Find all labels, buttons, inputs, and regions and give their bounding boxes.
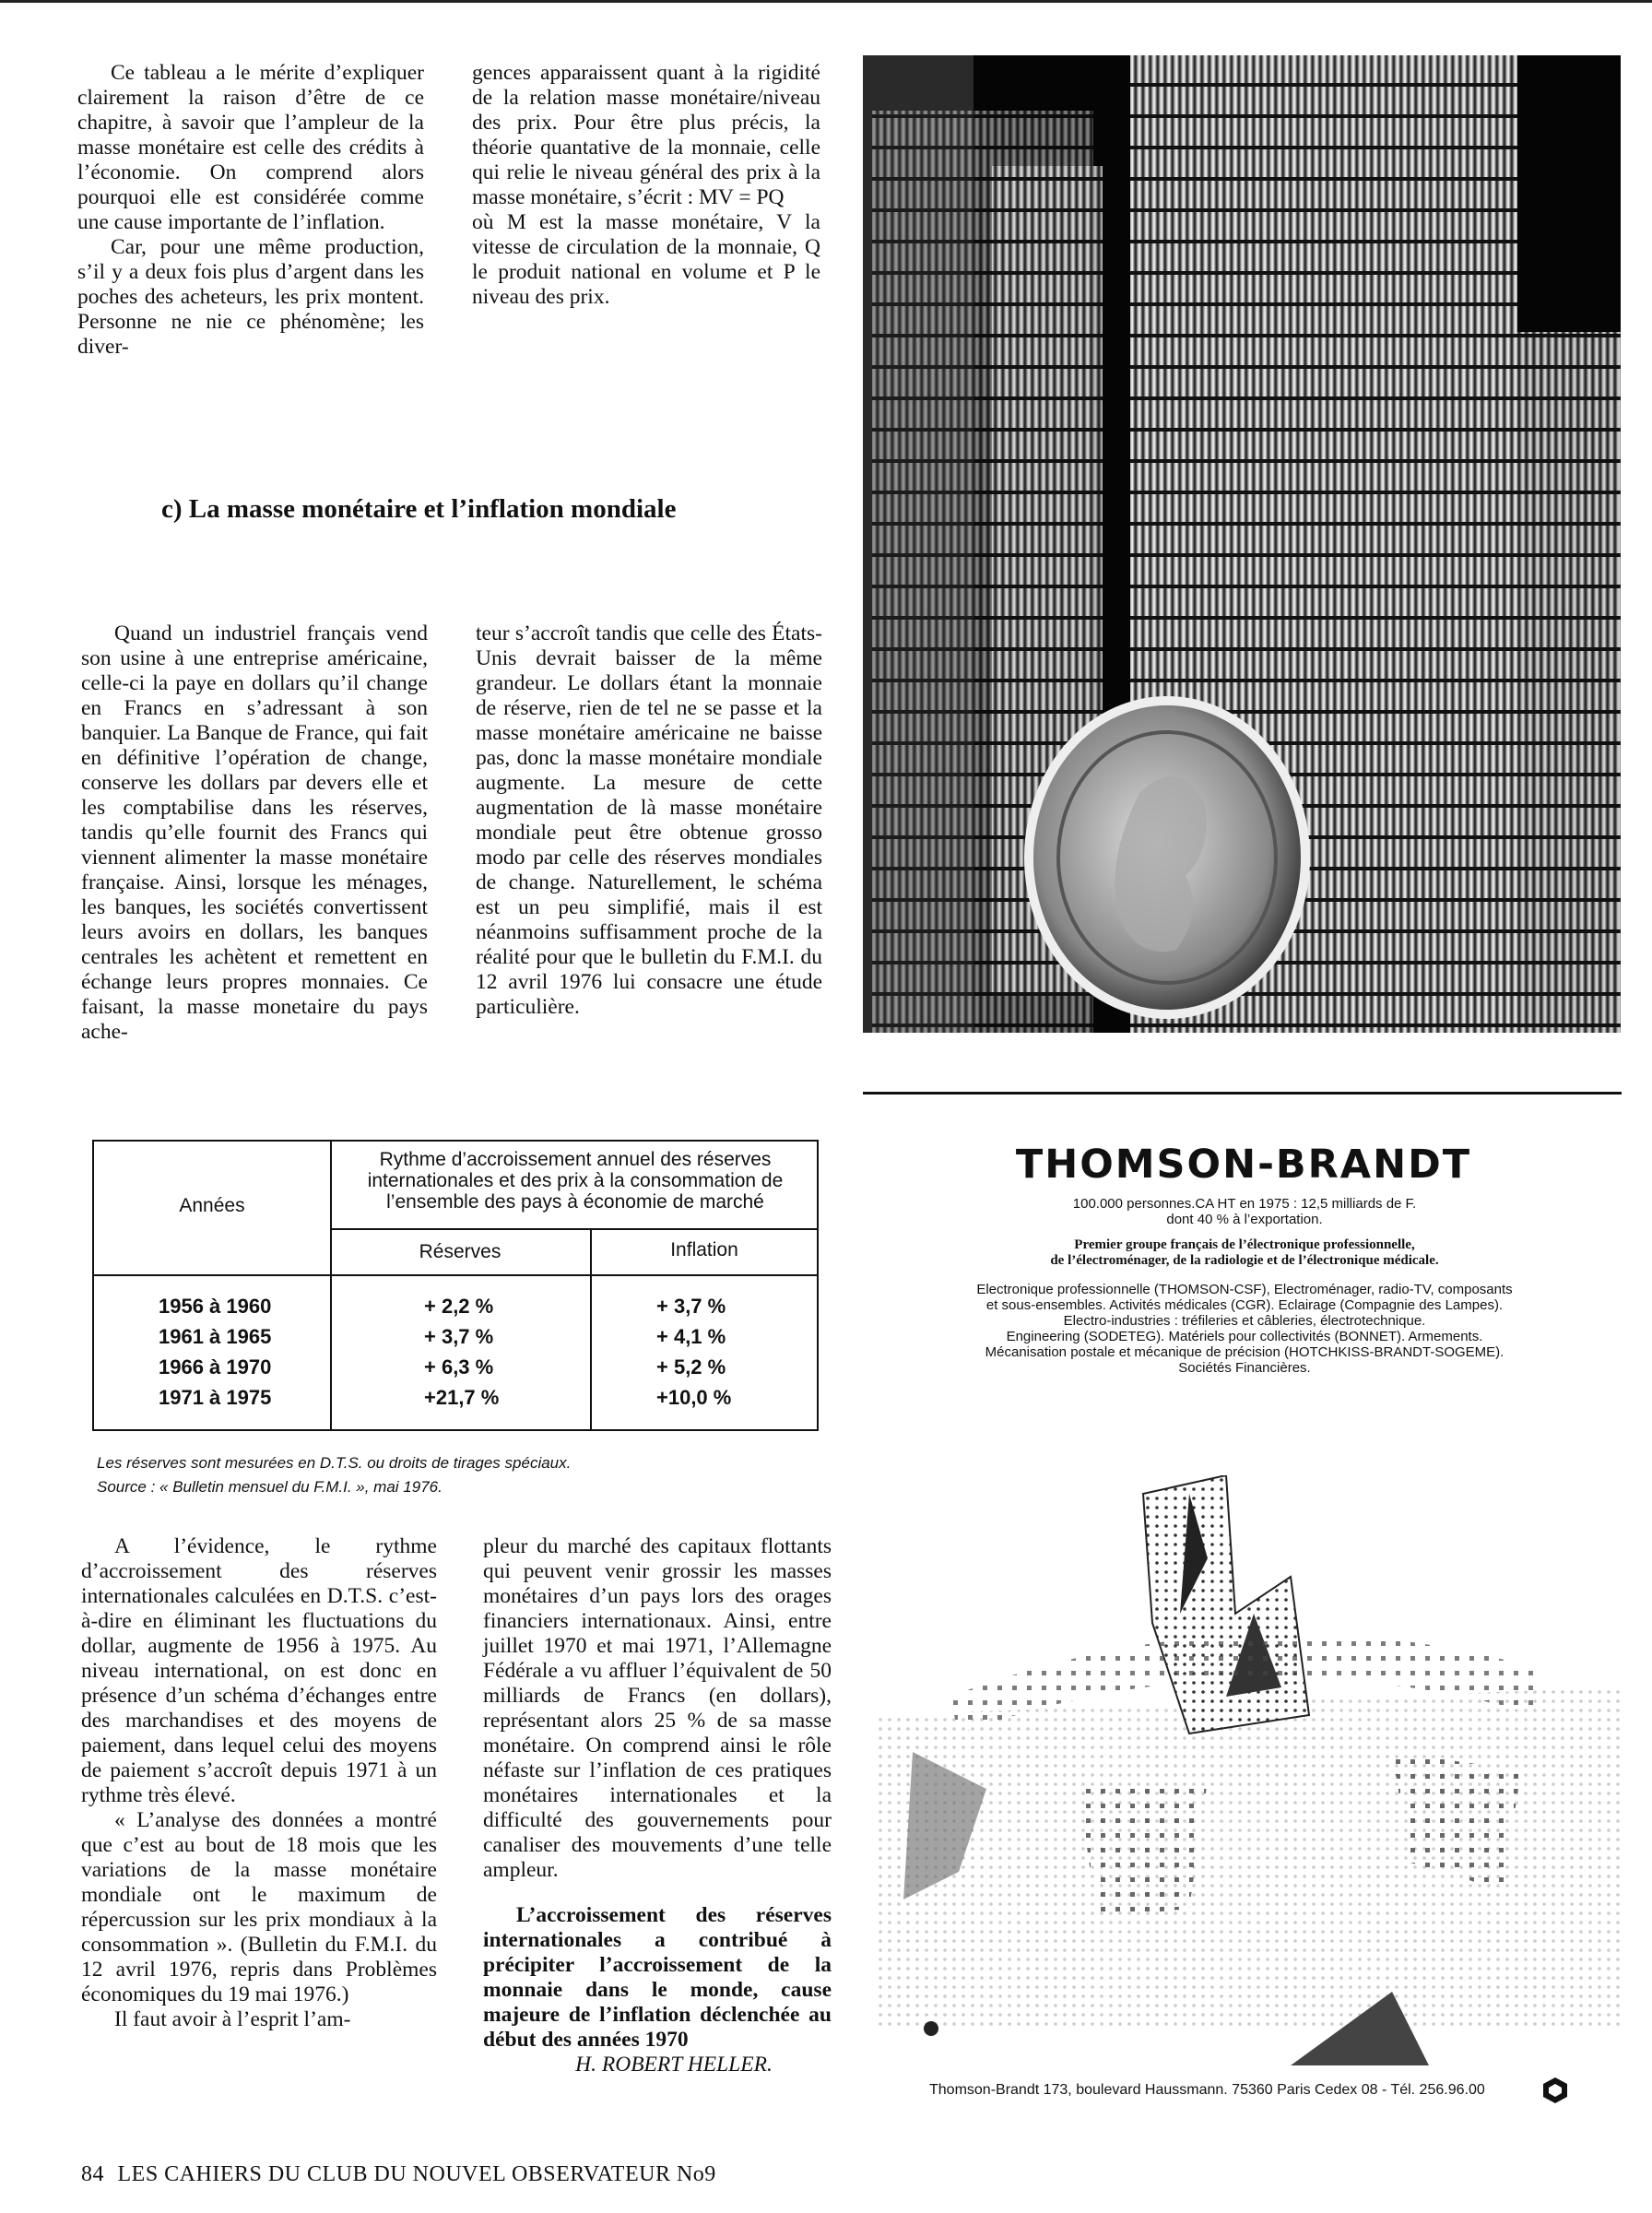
table-cell-reserves: + 2,2 % — [424, 1295, 494, 1318]
page-footer — [81, 2162, 716, 2187]
reserves-inflation-table — [92, 1140, 819, 1431]
ad-line: Premier groupe français de l’électronique professionnelle, — [1074, 1237, 1415, 1252]
ad-divider — [863, 1092, 1622, 1095]
coin-stacks-illustration — [863, 55, 1621, 1033]
article-conclusion: L’accroissement des réserves internationales a contribué à précipiter l’accroissement de la monnaie dans le monde, cause majeure de l’inflation déclenchée au début des années 1970 — [483, 1903, 832, 2052]
table-header-reserves: Réserves — [419, 1241, 502, 1262]
ad-abstract-artwork — [876, 1475, 1622, 2065]
article-paragraph: Ce tableau a le mérite d’expliquer clairement la raison d’être de ce chapitre, à savoir que l’ampleur de la masse monétaire est celle des crédits à l’économie. On comprend alors pourquoi elle est considérée comme une cause importante de l’inflation. — [77, 61, 424, 234]
article-paragraph: Car, pour une même production, s’il y a deux fois plus d’argent dans les poches des acheteurs, les prix montent. Personne ne nie ce phénomène; les diver- — [77, 235, 424, 359]
article-paragraph: Quand un industriel français vend son usine à une entreprise américaine, celle-ci la paye en dollars qu’il change en Francs en s’adressant à son banquier. La Banque de France, qui fait en définitive l’opération de change, conserve les dollars par devers elle et les comptabilise dans les réserves, tandis qu’elle fournit des Francs qui viennent alimenter la masse monétaire française. Ainsi, lorsque les ménages, les banques, les sociétés convertissent leurs avoirs en dollars, les banques centrales les achètent et remettent en échange leurs propres monnaies. Ce faisant, la masse monetaire du pays ache- — [81, 621, 428, 1044]
table-cell-years: 1956 à 1960 — [159, 1295, 272, 1318]
table-caption — [97, 1451, 571, 1499]
table-cell-reserves: + 3,7 % — [424, 1325, 494, 1348]
table-cell-reserves: + 6,3 % — [424, 1355, 494, 1379]
ad-address: Thomson-Brandt 173, boulevard Haussmann. 75360 Paris Cedex 08 - Tél. 256.96.00 — [929, 2082, 1485, 2098]
article-bottom-right-column — [483, 1534, 832, 2077]
table-cell-reserves: +21,7 % — [424, 1386, 500, 1409]
table-header-inflation: Inflation — [670, 1239, 738, 1260]
article-bottom-left-column — [81, 1534, 437, 2032]
article-paragraph: Il faut avoir à l’esprit l’am- — [114, 2007, 351, 2031]
ad-line: Electro-industries : tréfileries et câbleries, électrotechnique. — [1063, 1313, 1426, 1329]
table-header-main: Rythme d’accroissement annuel des réserves internationales et des prix à la consommation de l’ensemble des pays à économie de marché — [367, 1149, 784, 1213]
table-cell-years: 1961 à 1965 — [159, 1325, 272, 1348]
article-paragraph: où M est la masse monétaire, V la vitesse de circulation de la monnaie, Q le produit national en volume et P le niveau des prix. — [472, 210, 820, 309]
article-top-left-column — [77, 61, 424, 360]
coin-stacks-photo — [863, 55, 1621, 1033]
ad-line: 100.000 personnes.CA HT en 1975 : 12,5 milliards de F. — [1072, 1196, 1417, 1212]
article-paragraph: pleur du marché des capitaux flottants qui peuvent venir grossir les masses monétaires d’un pays lors des orages financiers internationaux. Ainsi, entre juillet 1970 et mai 1971, l’Allemagne Fédérale a vu affluer l’équivalent de 50 milliards de Francs (en dollars), représentant alors 25 % de sa masse monétaire. On comprend ainsi le rôle néfaste sur l’inflation de ces pratiques monétaires internationales et la difficulté des gouvernements pour canaliser des mouvements d’une telle ampleur. — [483, 1534, 832, 1882]
table-cell-inflation: + 5,2 % — [656, 1355, 726, 1379]
article-top-right-column — [472, 61, 820, 310]
article-paragraph: gences apparaissent quant à la rigidité de la relation masse monétaire/niveau des prix. Pour être plus précis, la théorie quantative de la monnaie, celle qui relie le niveau général des prix à la masse monétaire, s’écrit : MV = PQ — [472, 61, 820, 209]
article-mid-right-column — [476, 621, 822, 1020]
ad-line: Engineering (SODETEG). Matériels pour collectivités (BONNET). Armements. — [1006, 1329, 1483, 1344]
section-title: c) La masse monétaire et l’inflation mondiale — [161, 494, 677, 524]
ad-line: et sous-ensembles. Activités médicales (CGR). Eclairage (Compagnie des Lampes). — [985, 1297, 1504, 1313]
article-quote: « L’analyse des données a montré que c’est au bout de 18 mois que les variations de la masse monétaire mondiale ont le maximum de répercussion sur les prix mondiaux à la consommation ». (Bulletin du F.M.I. du 12 avril 1976, repris dans Problèmes économiques du 19 mai 1976.) — [81, 1808, 437, 2006]
top-rule — [0, 0, 1652, 3]
article-mid-left-column — [81, 621, 428, 1045]
article-paragraph: A l’évidence, le rythme d’accroissement des réserves internationales calculées en D.T.S. c’est-à-dire en éliminant les fluctuations du dollar, augmente de 1956 à 1975. Au niveau international, on est donc en présence d’un schéma d’échanges entre des marchandises et des moyens de paiement, dans lequel celui des moyens de paiement s’accroît depuis 1971 à un rythme très élevé. — [81, 1534, 437, 1807]
table-cell-inflation: +10,0 % — [656, 1386, 732, 1409]
article-paragraph: teur s’accroît tandis que celle des États-Unis devrait baisser de la même grandeur. Le dollars étant la monnaie de réserve, rien de tel ne se passe et la masse monétaire américaine ne baisse pas, donc la masse monétaire mondiale augmente. La mesure de cette augmentation de là masse monétaire mondiale peut être obtenue grosso modo par celle des réserves mondiales de change. Naturellement, le schéma est un peu simplifié, mais il est néanmoins suffisamment proche de la réalité pour que le bulletin du F.M.I. du 12 avril 1976 lui consacre une étude particulière. — [476, 621, 822, 1019]
publication-title: LES CAHIERS DU CLUB DU NOUVEL OBSERVATEUR No9 — [117, 2162, 716, 2186]
ad-line: Sociétés Financières. — [1178, 1360, 1311, 1376]
table-cell-years: 1971 à 1975 — [159, 1386, 272, 1409]
table-note: Les réserves sont mesurées en D.T.S. ou droits de tirages spéciaux. — [97, 1454, 572, 1472]
article-author: H. ROBERT HELLER. — [575, 2053, 773, 2077]
thomson-brandt-emblem-icon — [1541, 2077, 1569, 2104]
abstract-shape-illustration — [876, 1475, 1622, 2065]
ad-line: Electronique professionnelle (THOMSON-CSF), Electroménager, radio-TV, composants — [976, 1282, 1513, 1297]
ad-line: de l’électroménager, de la radiologie et de l’électronique médicale. — [1050, 1253, 1439, 1268]
table-cell-inflation: + 4,1 % — [656, 1325, 726, 1348]
table-source: Source : « Bulletin mensuel du F.M.I. », mai 1976. — [97, 1478, 442, 1496]
ad-line: dont 40 % à l’exportation. — [1166, 1212, 1323, 1227]
table-cell-years: 1966 à 1970 — [159, 1355, 272, 1379]
page-number: 84 — [81, 2162, 104, 2186]
table-header-years: Années — [179, 1195, 245, 1216]
table-cell-inflation: + 3,7 % — [656, 1295, 726, 1318]
thomson-brandt-logo: THOMSON-BRANDT — [1015, 1142, 1472, 1188]
ad-line: Mécanisation postale et mécanique de précision (HOTCHKISS-BRANDT-SOGEME). — [985, 1344, 1504, 1360]
